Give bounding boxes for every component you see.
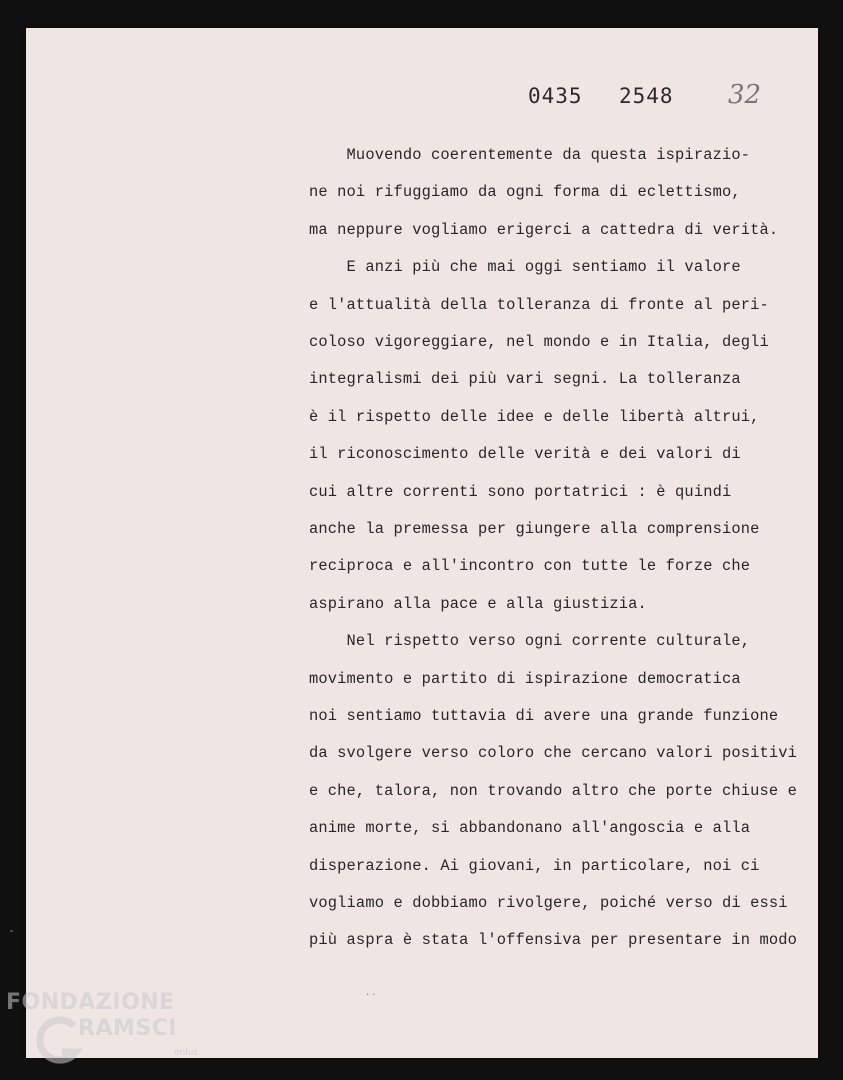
margin-mark xyxy=(10,930,13,932)
watermark-subtitle: onlus xyxy=(174,1048,199,1058)
document-page xyxy=(26,28,818,1058)
text-line: vogliamo e dobbiamo rivolgere, poiché verso di essi xyxy=(309,894,788,912)
text-line: integralismi dei più vari segni. La tolleranza xyxy=(309,370,741,389)
archive-code-2: 2548 xyxy=(619,84,674,108)
watermark-line1: FONDAZIONE xyxy=(6,990,175,1015)
text-line: Nel rispetto verso ogni corrente culturale, xyxy=(309,632,751,651)
document-header xyxy=(26,56,818,110)
text-line: Muovendo coerentemente da questa ispirazio- xyxy=(309,146,751,164)
text-line: coloso vigoreggiare, nel mondo e in Italia, degli xyxy=(309,333,769,351)
text-line: più aspra è stata l'offensiva per presentare in modo xyxy=(309,931,798,950)
text-line: E anzi più che mai oggi sentiamo il valore xyxy=(309,258,741,277)
text-line: reciproca e all'incontro con tutte le forze che xyxy=(309,557,751,576)
text-line: è il rispetto delle idee e delle libertà altrui, xyxy=(309,407,760,426)
text-line: e l'attualità della tolleranza di fronte al peri- xyxy=(309,295,769,314)
gramsci-g-logo-icon xyxy=(34,1012,84,1072)
text-line: ma neppure vogliamo erigerci a cattedra di verità. xyxy=(309,220,779,239)
text-line: anime morte, si abbandonano all'angoscia e alla xyxy=(309,819,751,838)
handwritten-page-number: 32 xyxy=(728,80,762,110)
fondazione-gramsci-watermark xyxy=(2,990,212,1080)
text-line: e che, talora, non trovando altro che porte chiuse e xyxy=(309,781,798,800)
paper-speck: · · xyxy=(366,990,376,1001)
text-line: cui altre correnti sono portatrici : è quindi xyxy=(309,482,732,501)
text-line: disperazione. Ai giovani, in particolare, noi ci xyxy=(309,856,760,875)
text-line: aspirano alla pace e alla giustizia. xyxy=(309,594,647,613)
text-line: anche la premessa per giungere alla comprensione xyxy=(309,520,760,538)
text-line: movimento e partito di ispirazione democratica xyxy=(309,669,741,688)
watermark-line2: RAMSCI xyxy=(78,1016,178,1041)
text-line: ne noi rifuggiamo da ogni forma di eclettismo, xyxy=(309,183,741,202)
text-line: da svolgere verso coloro che cercano valori positivi xyxy=(309,744,798,763)
text-line: noi sentiamo tuttavia di avere una grande funzione xyxy=(309,707,779,725)
text-line: il riconoscimento delle verità e dei valori di xyxy=(309,445,741,464)
archive-code-1: 0435 xyxy=(528,84,583,108)
